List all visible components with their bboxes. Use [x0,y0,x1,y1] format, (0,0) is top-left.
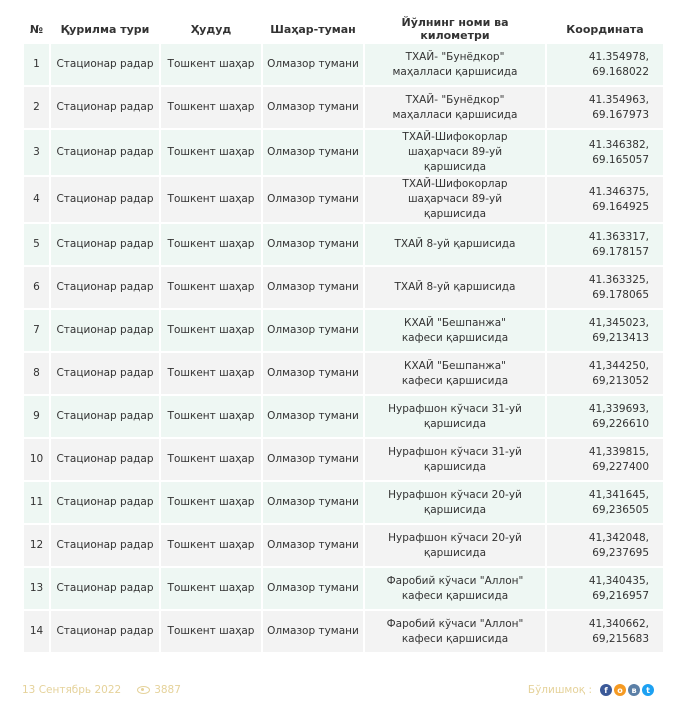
cell-number: 2 [24,87,49,128]
header-district: Шаҳар-туман [263,16,363,42]
cell-district: Олмазор тумани [263,130,363,175]
cell-device-type: Стационар радар [51,568,159,609]
cell-road: Нурафшон кўчаси 20-уй қаршисида [365,482,545,523]
cell-number: 5 [24,224,49,265]
cell-device-type: Стационар радар [51,224,159,265]
cell-device-type: Стационар радар [51,130,159,175]
cell-road: ТХАЙ-Шифокорлар шаҳарчаси 89-уй қаршисида [365,130,545,175]
article-footer [22,680,654,700]
cell-device-type: Стационар радар [51,396,159,437]
cell-device-type: Стационар радар [51,310,159,351]
header-device-type: Қурилма тури [51,16,159,42]
cell-district: Олмазор тумани [263,611,363,652]
table-row [24,224,663,265]
table-row [24,525,663,566]
table-row [24,310,663,351]
cell-number: 12 [24,525,49,566]
cell-road: Нурафшон кўчаси 20-уй қаршисида [365,525,545,566]
cell-number: 9 [24,396,49,437]
cell-district: Олмазор тумани [263,44,363,85]
cell-road: ТХАЙ 8-уй қаршисида [365,267,545,308]
cell-region: Тошкент шаҳар [161,568,261,609]
cell-coordinates: 41,342048, 69,237695 [547,525,663,566]
cell-road: Фаробий кўчаси "Аллон" кафеси қаршисида [365,568,545,609]
cell-region: Тошкент шаҳар [161,396,261,437]
cell-region: Тошкент шаҳар [161,611,261,652]
table-row [24,177,663,222]
header-road: Йўлнинг номи ва километри [365,16,545,42]
cell-district: Олмазор тумани [263,177,363,222]
cell-coordinates: 41.346375, 69.164925 [547,177,663,222]
cell-coordinates: 41,339693, 69,226610 [547,396,663,437]
cell-number: 8 [24,353,49,394]
table-row [24,568,663,609]
cell-region: Тошкент шаҳар [161,439,261,480]
cell-coordinates: 41,340662, 69,215683 [547,611,663,652]
table-row [24,482,663,523]
cell-device-type: Стационар радар [51,87,159,128]
cell-coordinates: 41.354978, 69.168022 [547,44,663,85]
cell-district: Олмазор тумани [263,353,363,394]
cell-number: 7 [24,310,49,351]
cell-district: Олмазор тумани [263,482,363,523]
cell-number: 4 [24,177,49,222]
cell-road: Фаробий кўчаси "Аллон" кафеси қаршисида [365,611,545,652]
cell-coordinates: 41.354963, 69.167973 [547,87,663,128]
cell-district: Олмазор тумани [263,267,363,308]
cell-road: ТХАЙ- "Бунёдкор" маҳалласи қаршисида [365,44,545,85]
cell-device-type: Стационар радар [51,44,159,85]
cell-district: Олмазор тумани [263,439,363,480]
cell-coordinates: 41.363317, 69.178157 [547,224,663,265]
cell-district: Олмазор тумани [263,87,363,128]
cell-region: Тошкент шаҳар [161,177,261,222]
cell-device-type: Стационар радар [51,482,159,523]
cell-number: 10 [24,439,49,480]
view-count [137,684,181,696]
radar-table [22,14,665,654]
cell-district: Олмазор тумани [263,224,363,265]
table-row [24,439,663,480]
cell-region: Тошкент шаҳар [161,44,261,85]
table-row [24,267,663,308]
cell-device-type: Стационар радар [51,177,159,222]
cell-road: Нурафшон кўчаси 31-уй қаршисида [365,396,545,437]
cell-coordinates: 41,345023, 69,213413 [547,310,663,351]
header-number: № [24,16,49,42]
cell-coordinates: 41,341645, 69,236505 [547,482,663,523]
cell-region: Тошкент шаҳар [161,130,261,175]
cell-district: Олмазор тумани [263,568,363,609]
odnoklassniki-icon[interactable]: о [614,684,626,696]
cell-road: КХАЙ "Бешпанжа" кафеси қаршисида [365,310,545,351]
cell-region: Тошкент шаҳар [161,310,261,351]
cell-device-type: Стационар радар [51,353,159,394]
facebook-icon[interactable]: f [600,684,612,696]
table-row [24,353,663,394]
cell-district: Олмазор тумани [263,310,363,351]
share-label: Бўлишмоқ : [527,684,592,696]
header-region: Ҳудуд [161,16,261,42]
cell-region: Тошкент шаҳар [161,87,261,128]
publish-date: 13 Сентябрь 2022 [22,684,122,696]
cell-region: Тошкент шаҳар [161,353,261,394]
cell-number: 3 [24,130,49,175]
cell-road: ТХАЙ-Шифокорлар шаҳарчаси 89-уй қаршисида [365,177,545,222]
cell-coordinates: 41,340435, 69,216957 [547,568,663,609]
cell-region: Тошкент шаҳар [161,267,261,308]
cell-coordinates: 41,339815, 69,227400 [547,439,663,480]
vk-icon[interactable]: в [628,684,640,696]
cell-coordinates: 41.363325, 69.178065 [547,267,663,308]
table-header-row [24,16,663,42]
cell-device-type: Стационар радар [51,611,159,652]
view-count-value: 3887 [154,684,181,696]
cell-number: 14 [24,611,49,652]
cell-coordinates: 41.346382, 69.165057 [547,130,663,175]
cell-region: Тошкент шаҳар [161,224,261,265]
table-row [24,87,663,128]
cell-road: КХАЙ "Бешпанжа" кафеси қаршисида [365,353,545,394]
table-row [24,130,663,175]
table-row [24,611,663,652]
cell-region: Тошкент шаҳар [161,525,261,566]
eye-icon [137,686,150,694]
cell-number: 1 [24,44,49,85]
cell-number: 6 [24,267,49,308]
cell-road: ТХАЙ 8-уй қаршисида [365,224,545,265]
cell-device-type: Стационар радар [51,525,159,566]
cell-district: Олмазор тумани [263,525,363,566]
cell-number: 11 [24,482,49,523]
header-coordinates: Координата [547,16,663,42]
cell-device-type: Стационар радар [51,267,159,308]
table-row [24,44,663,85]
cell-coordinates: 41,344250, 69,213052 [547,353,663,394]
cell-road: ТХАЙ- "Бунёдкор" маҳалласи қаршисида [365,87,545,128]
cell-road: Нурафшон кўчаси 31-уй қаршисида [365,439,545,480]
cell-number: 13 [24,568,49,609]
share-bar [528,684,654,696]
twitter-icon[interactable]: t [642,684,654,696]
cell-region: Тошкент шаҳар [161,482,261,523]
cell-device-type: Стационар радар [51,439,159,480]
table-row [24,396,663,437]
cell-district: Олмазор тумани [263,396,363,437]
